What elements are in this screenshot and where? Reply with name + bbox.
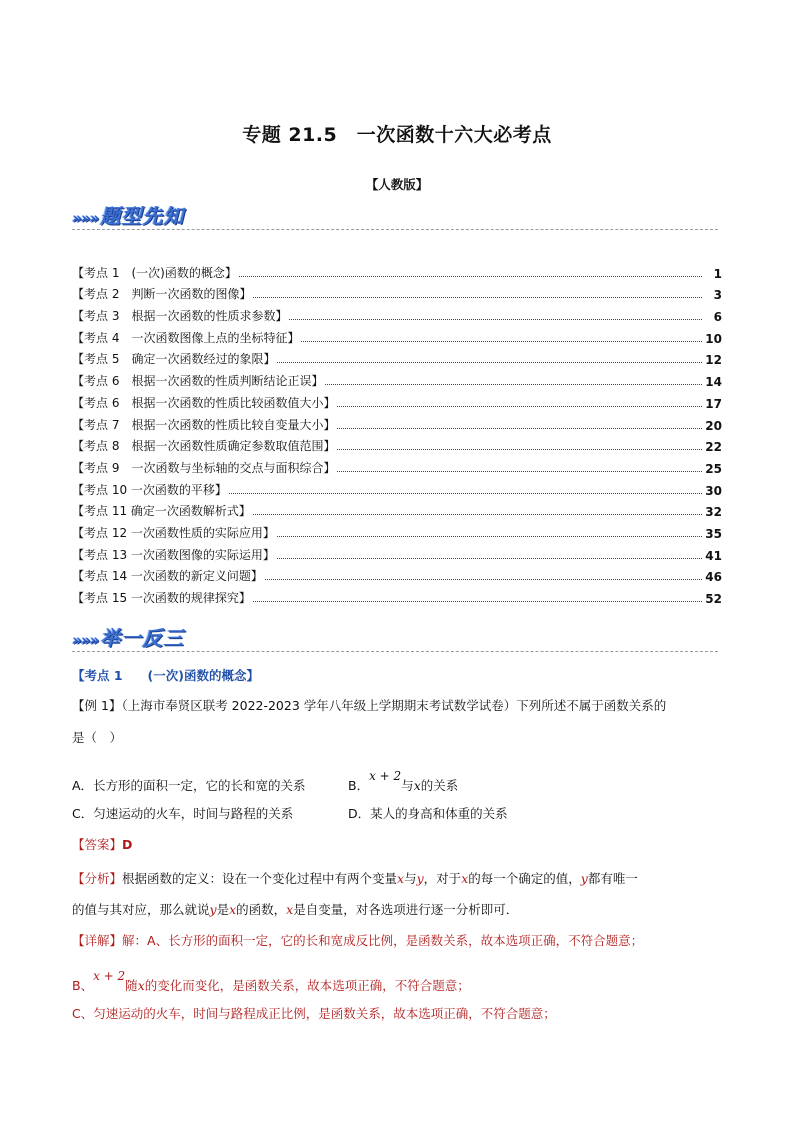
- answer-line: [72, 833, 732, 857]
- math-expression: x + 2: [369, 769, 402, 783]
- toc-entry[interactable]: [72, 367, 722, 389]
- toc-entry[interactable]: [72, 519, 722, 541]
- toc-leader-dots: [253, 514, 702, 515]
- toc-entry[interactable]: [72, 476, 722, 498]
- detail-text: 的变化而变化，是函数关系，故本选项正确，不符合题意；: [144, 978, 470, 993]
- toc-entry-page: 6: [713, 310, 722, 325]
- toc-entry-page: 32: [705, 505, 722, 520]
- toc-entry-page: 30: [705, 483, 722, 498]
- example-source: （上海市奉贤区联考 2022-2023 学年八年级上学期期末考试数学试卷）下列所述不属于函数关系的: [121, 698, 667, 713]
- toc-entry-page: 41: [705, 548, 722, 563]
- detail-text: 随: [125, 978, 138, 993]
- toc-entry-page: 46: [705, 570, 722, 585]
- arrows-icon: »»»: [72, 209, 99, 227]
- option-a: A．长方形的面积一定，它的长和宽的关系: [72, 778, 306, 793]
- toc-entry-page: 14: [705, 375, 722, 390]
- toc-entry-title: 【考点 14 一次函数的新定义问题】: [72, 569, 263, 584]
- analysis-text: ，对于: [423, 871, 462, 886]
- toc-entry-title: 【考点 3 根据一次函数的性质求参数】: [72, 309, 288, 324]
- arrows-icon: »»»: [72, 631, 99, 649]
- option-d: D．某人的身高和体重的关系: [348, 806, 508, 821]
- math-variable: y: [209, 902, 217, 917]
- toc-leader-dots: [265, 579, 702, 580]
- example-question: [72, 694, 732, 718]
- page-title: 专题 21.5 一次函数十六大必考点: [242, 124, 552, 146]
- toc-leader-dots: [325, 384, 702, 385]
- toc-entry[interactable]: [72, 389, 722, 411]
- toc-leader-dots: [253, 601, 702, 602]
- answer-value: D: [122, 837, 133, 852]
- detail-text: 解：A、长方形的面积一定，它的长和宽成反比例，是函数关系，故本选项正确，不符合题意；: [122, 933, 644, 948]
- divider: [72, 229, 718, 230]
- toc-entry-title: 【考点 2 判断一次函数的图像】: [72, 287, 252, 302]
- edition-label: 【人教版】: [365, 177, 429, 192]
- analysis-text: 与: [404, 871, 417, 886]
- toc-leader-dots: [229, 493, 702, 494]
- analysis-line-1: [72, 867, 732, 891]
- toc-leader-dots: [277, 536, 702, 537]
- toc-entry-title: 【考点 8 根据一次函数性质确定参数取值范围】: [72, 439, 336, 454]
- toc-entry[interactable]: [72, 259, 722, 281]
- detail-line-b: [72, 969, 732, 998]
- analysis-text: 的值与其对应，那么就说: [72, 902, 210, 917]
- toc-entry[interactable]: [72, 433, 722, 455]
- toc-leader-dots: [337, 428, 702, 429]
- toc-entry-title: 【考点 6 根据一次函数的性质判断结论正误】: [72, 374, 324, 389]
- detail-text: C、匀速运动的火车，时间与路程成正比例，是函数关系，故本选项正确，不符合题意；: [72, 1006, 556, 1021]
- toc-entry[interactable]: [72, 281, 722, 303]
- section-heading: 【考点 1 (一次)函数的概念】: [72, 668, 259, 683]
- toc-entry-title: 【考点 1 (一次)函数的概念】: [72, 265, 237, 280]
- detail-b-label: B、: [72, 978, 94, 993]
- option-b: [348, 769, 459, 798]
- toc-leader-dots: [277, 558, 702, 559]
- detail-line-c: [72, 1002, 732, 1026]
- toc-entry-page: 22: [705, 440, 722, 455]
- toc-leader-dots: [277, 362, 702, 363]
- toc-entry-page: 3: [713, 288, 722, 303]
- table-of-contents: [72, 259, 722, 606]
- toc-entry-title: 【考点 13 一次函数图像的实际运用】: [72, 547, 275, 562]
- toc-entry-page: 1: [713, 266, 722, 281]
- math-variable: x: [229, 902, 237, 917]
- toc-entry-page: 52: [705, 592, 722, 606]
- banner-examples: [72, 622, 184, 651]
- banner-text: 题型先知: [100, 204, 185, 228]
- toc-entry-title: 【考点 9 一次函数与坐标轴的交点与面积综合】: [72, 460, 336, 475]
- analysis-text: 都有唯一: [587, 871, 638, 886]
- math-variable: x: [137, 978, 145, 993]
- toc-entry[interactable]: [72, 563, 722, 585]
- toc-leader-dots: [337, 406, 702, 407]
- toc-entry-title: 【考点 10 一次函数的平移】: [72, 482, 227, 497]
- toc-entry[interactable]: [72, 584, 722, 606]
- analysis-line-2: [72, 898, 732, 922]
- toc-entry-title: 【考点 5 确定一次函数经过的象限】: [72, 352, 276, 367]
- toc-entry-page: 20: [705, 418, 722, 433]
- math-variable: x: [397, 871, 405, 886]
- toc-entry[interactable]: [72, 324, 722, 346]
- toc-entry-title: 【考点 7 根据一次函数的性质比较自变量大小】: [72, 417, 336, 432]
- math-variable: x: [413, 778, 421, 793]
- detail-line-a: [72, 929, 732, 953]
- toc-leader-dots: [239, 276, 702, 277]
- options-row-1: [72, 769, 732, 798]
- toc-entry-page: 10: [705, 331, 722, 346]
- option-b-text: 与: [401, 778, 414, 793]
- math-variable: y: [580, 871, 588, 886]
- toc-entry-page: 17: [705, 396, 722, 411]
- answer-label: 【答案】: [72, 837, 123, 852]
- toc-entry-title: 【考点 6 根据一次函数的性质比较函数值大小】: [72, 395, 336, 410]
- toc-entry[interactable]: [72, 498, 722, 520]
- toc-entry[interactable]: [72, 411, 722, 433]
- analysis-text: 的每一个确定的值，: [468, 871, 581, 886]
- toc-entry[interactable]: [72, 454, 722, 476]
- math-variable: x: [286, 902, 294, 917]
- toc-entry-page: 35: [705, 526, 722, 541]
- options-row-2: [72, 802, 732, 826]
- toc-entry-title: 【考点 4 一次函数图像上点的坐标特征】: [72, 330, 300, 345]
- toc-entry[interactable]: [72, 302, 722, 324]
- toc-entry-title: 【考点 11 确定一次函数解析式】: [72, 504, 251, 519]
- math-variable: y: [416, 871, 424, 886]
- banner-text: 举一反三: [100, 626, 185, 650]
- toc-entry-page: 12: [705, 353, 722, 368]
- toc-entry[interactable]: [72, 346, 722, 368]
- option-b-label: B．: [348, 778, 370, 793]
- analysis-text: 是自变量，对各选项进行逐一分析即可．: [293, 902, 519, 917]
- toc-leader-dots: [337, 449, 702, 450]
- option-b-text: 的关系: [420, 778, 459, 793]
- option-c: C．匀速运动的火车，时间与路程的关系: [72, 806, 294, 821]
- math-variable: x: [461, 871, 469, 886]
- toc-entry-title: 【考点 12 一次函数性质的实际应用】: [72, 525, 275, 540]
- banner-question-types: [72, 200, 184, 229]
- toc-entry-page: 25: [705, 461, 722, 476]
- analysis-text: 的函数，: [236, 902, 287, 917]
- example-question-cont: 是（ ）: [72, 730, 123, 745]
- toc-leader-dots: [337, 471, 702, 472]
- toc-leader-dots: [289, 319, 702, 320]
- analysis-text: 是: [216, 902, 230, 917]
- divider: [72, 651, 718, 652]
- analysis-text: 根据函数的定义：设在一个变化过程中有两个变量: [122, 871, 398, 886]
- math-expression: x + 2: [93, 969, 126, 983]
- detail-label: 【详解】: [72, 933, 123, 948]
- example-label: 【例 1】: [72, 698, 122, 713]
- toc-leader-dots: [301, 341, 702, 342]
- toc-leader-dots: [253, 297, 702, 298]
- toc-entry[interactable]: [72, 541, 722, 563]
- toc-entry-title: 【考点 15 一次函数的规律探究】: [72, 591, 251, 605]
- analysis-label: 【分析】: [72, 871, 123, 886]
